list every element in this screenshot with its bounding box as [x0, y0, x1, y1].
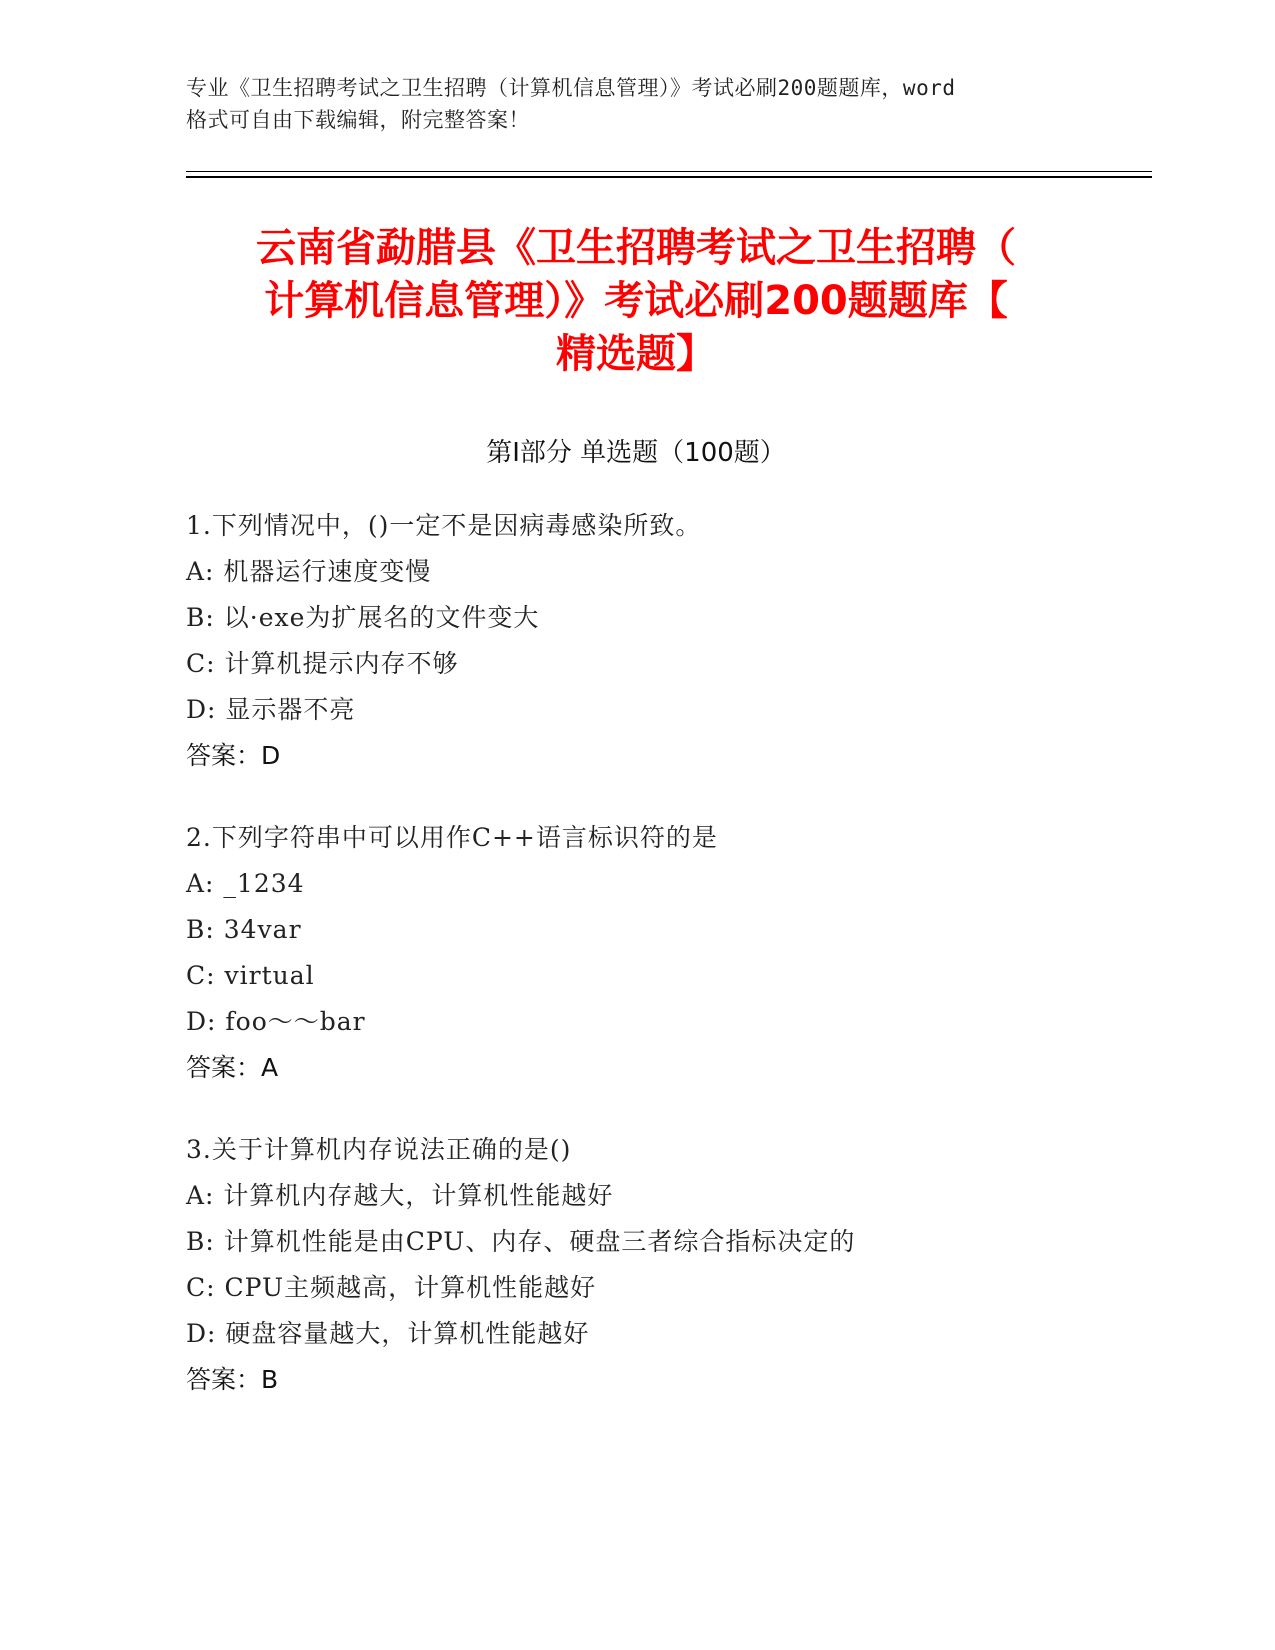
section-title: 第Ⅰ部分 单选题（100题） [486, 438, 786, 468]
document-title-line-3: 精选题】 [556, 331, 716, 377]
document-title-line-1: 云南省勐腊县《卫生招聘考试之卫生招聘（ [256, 225, 1016, 271]
option-b: B: 34var [186, 915, 302, 944]
answer-key: 答案：B [186, 1365, 279, 1394]
option-d: D: 显示器不亮 [186, 695, 356, 724]
header-note-line-1: 专业《卫生招聘考试之卫生招聘（计算机信息管理）》考试必刷200题题库，word [186, 76, 956, 100]
document-title [186, 222, 1086, 381]
option-a: A: 机器运行速度变慢 [186, 557, 432, 586]
header-note [186, 72, 1086, 136]
question-stem: 1.下列情况中，()一定不是因病毒感染所致。 [186, 511, 702, 540]
option-c: C: virtual [186, 961, 315, 990]
header-divider-thin [186, 171, 1152, 172]
header-divider-thick [186, 176, 1152, 178]
option-b: B: 以·exe为扩展名的文件变大 [186, 603, 540, 632]
option-c: C: 计算机提示内存不够 [186, 649, 459, 678]
option-c: C: CPU主频越高，计算机性能越好 [186, 1273, 597, 1302]
answer-key: 答案：A [186, 1053, 279, 1082]
option-a: A: 计算机内存越大，计算机性能越好 [186, 1181, 614, 1210]
option-a: A: _1234 [186, 869, 305, 898]
header-note-line-2: 格式可自由下载编辑，附完整答案！ [186, 108, 530, 132]
option-d: D: 硬盘容量越大，计算机性能越好 [186, 1319, 590, 1348]
question-2 [186, 815, 1146, 1091]
question-1 [186, 503, 1146, 779]
option-d: D: foo～～bar [186, 1007, 366, 1036]
question-3 [186, 1127, 1146, 1403]
question-stem: 3.关于计算机内存说法正确的是() [186, 1135, 572, 1164]
option-b: B: 计算机性能是由CPU、内存、硬盘三者综合指标决定的 [186, 1227, 856, 1256]
question-stem: 2.下列字符串中可以用作C++语言标识符的是 [186, 823, 718, 852]
document-title-line-2: 计算机信息管理）》考试必刷200题题库【 [264, 278, 1008, 324]
answer-key: 答案：D [186, 741, 281, 770]
